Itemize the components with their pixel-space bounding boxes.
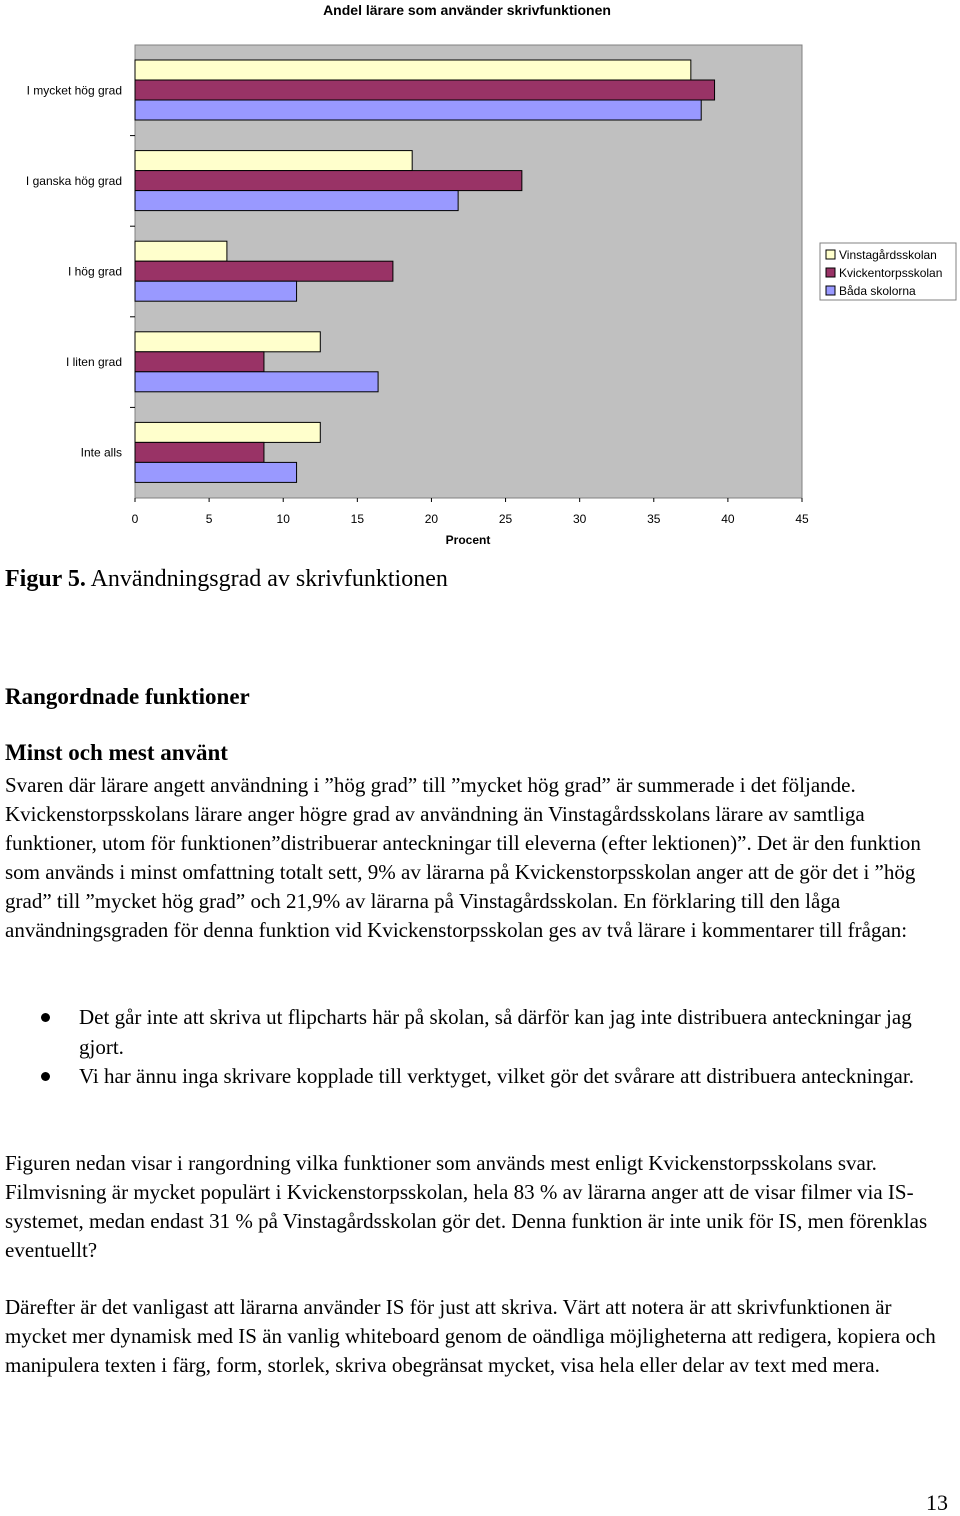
- category-label: Inte alls: [80, 445, 122, 460]
- list-item: [0, 1062, 950, 1092]
- figure-caption: [5, 566, 448, 593]
- bar: [135, 372, 378, 392]
- x-tick-label: 0: [131, 512, 139, 526]
- legend-label: Båda skolorna: [839, 284, 916, 298]
- chart-title: Andel lärare som använder skrivfunktionen: [323, 2, 611, 18]
- bar: [135, 422, 320, 442]
- page-number: 13: [926, 1490, 948, 1515]
- bar: [135, 332, 320, 352]
- legend-swatch: [826, 286, 835, 295]
- subsection-heading: Minst och mest använt: [5, 740, 228, 765]
- bar: [135, 100, 701, 120]
- bullet-icon: [41, 1013, 50, 1022]
- bar: [135, 171, 522, 191]
- bar: [135, 191, 458, 211]
- paragraph-3: Därefter är det vanligast att lärarna använder IS för just att skriva. Värt att notera är att skrivfunktionen är mycket mer dynamisk med IS än vanlig whiteboard genom de oändliga möjligheterna att redigera, kopiera och manipulera texten i färg, form, storlek, skriva obegränsat mycket, visa hela eller delar av text med mera.: [5, 1295, 936, 1377]
- x-tick-label: 40: [721, 512, 735, 526]
- x-tick-label: 35: [647, 512, 661, 526]
- bullet-text: Det går inte att skriva ut flipcharts här på skolan, så därför kan jag inte distribuera anteckningar jag gjort.: [79, 1005, 912, 1059]
- bar: [135, 462, 297, 482]
- bar: [135, 352, 264, 372]
- usage-bar-chart: [0, 0, 960, 560]
- legend-swatch: [826, 250, 835, 259]
- paragraph-2: Figuren nedan visar i rangordning vilka funktioner som används mest enligt Kvickenstorpsskolans svar. Filmvisning är mycket populärt i Kvickenstorpsskolan, hela 83 % av lärarna anger att de visar filmer via IS-systemet, medan endast 31 % på Vinstagårdsskolan gör det. Denna funktion är inte unik för IS, men förenklas eventuellt?: [5, 1151, 928, 1262]
- section-heading: Rangordnade funktioner: [5, 684, 250, 709]
- legend-swatch: [826, 268, 835, 277]
- x-tick-label: 30: [572, 512, 587, 526]
- bar: [135, 261, 393, 281]
- category-label: I mycket hög grad: [26, 83, 122, 98]
- bullet-text: Vi har ännu inga skrivare kopplade till verktyget, vilket gör det svårare att distribuera anteckningar.: [79, 1064, 914, 1088]
- x-tick-label: 25: [498, 512, 513, 526]
- list-item: [0, 1003, 950, 1062]
- quote-list: [0, 1003, 950, 1092]
- x-tick-label: 15: [350, 512, 365, 526]
- figure-label: Figur 5.: [5, 566, 86, 592]
- bar: [135, 241, 227, 261]
- bar: [135, 151, 412, 171]
- bar: [135, 442, 264, 462]
- x-tick-label: 20: [424, 512, 439, 526]
- category-label: I liten grad: [65, 355, 122, 370]
- bar: [135, 60, 691, 80]
- bar: [135, 281, 297, 301]
- bar: [135, 80, 715, 100]
- x-tick-label: 45: [795, 512, 809, 526]
- x-tick-label: 10: [276, 512, 290, 526]
- x-axis-label: Procent: [445, 533, 491, 547]
- figure-caption-text: Användningsgrad av skrivfunktionen: [85, 566, 448, 592]
- chart-legend: [820, 243, 956, 300]
- legend-label: Kvickentorpsskolan: [839, 266, 943, 280]
- paragraph-1: Svaren där lärare angett användning i ”hög grad” till ”mycket hög grad” är summerade i det följande. Kvickenstorpsskolans lärare anger högre grad av användning än Vinstagårdsskolans lärare av samtliga funktioner, utom för funktionen”distribuerar anteckningar till eleverna (efter lektionen)”. Det är den funktion som används i minst omfattning totalt sett, 9% av lärarna på Kvickenstorpsskolan anger att de gör det i ”hög grad” till ”mycket hög grad” och 21,9% av lärarna på Vinstagårdsskolan. En förklaring till den låga användningsgraden för denna funktion vid Kvickenstorpsskolan ges av två lärare i kommentarer till frågan:: [5, 773, 921, 942]
- bullet-icon: [41, 1072, 50, 1081]
- x-tick-label: 5: [205, 512, 213, 526]
- category-label: I hög grad: [67, 264, 122, 279]
- legend-label: Vinstagårdsskolan: [839, 248, 937, 262]
- category-label: I ganska hög grad: [25, 173, 122, 188]
